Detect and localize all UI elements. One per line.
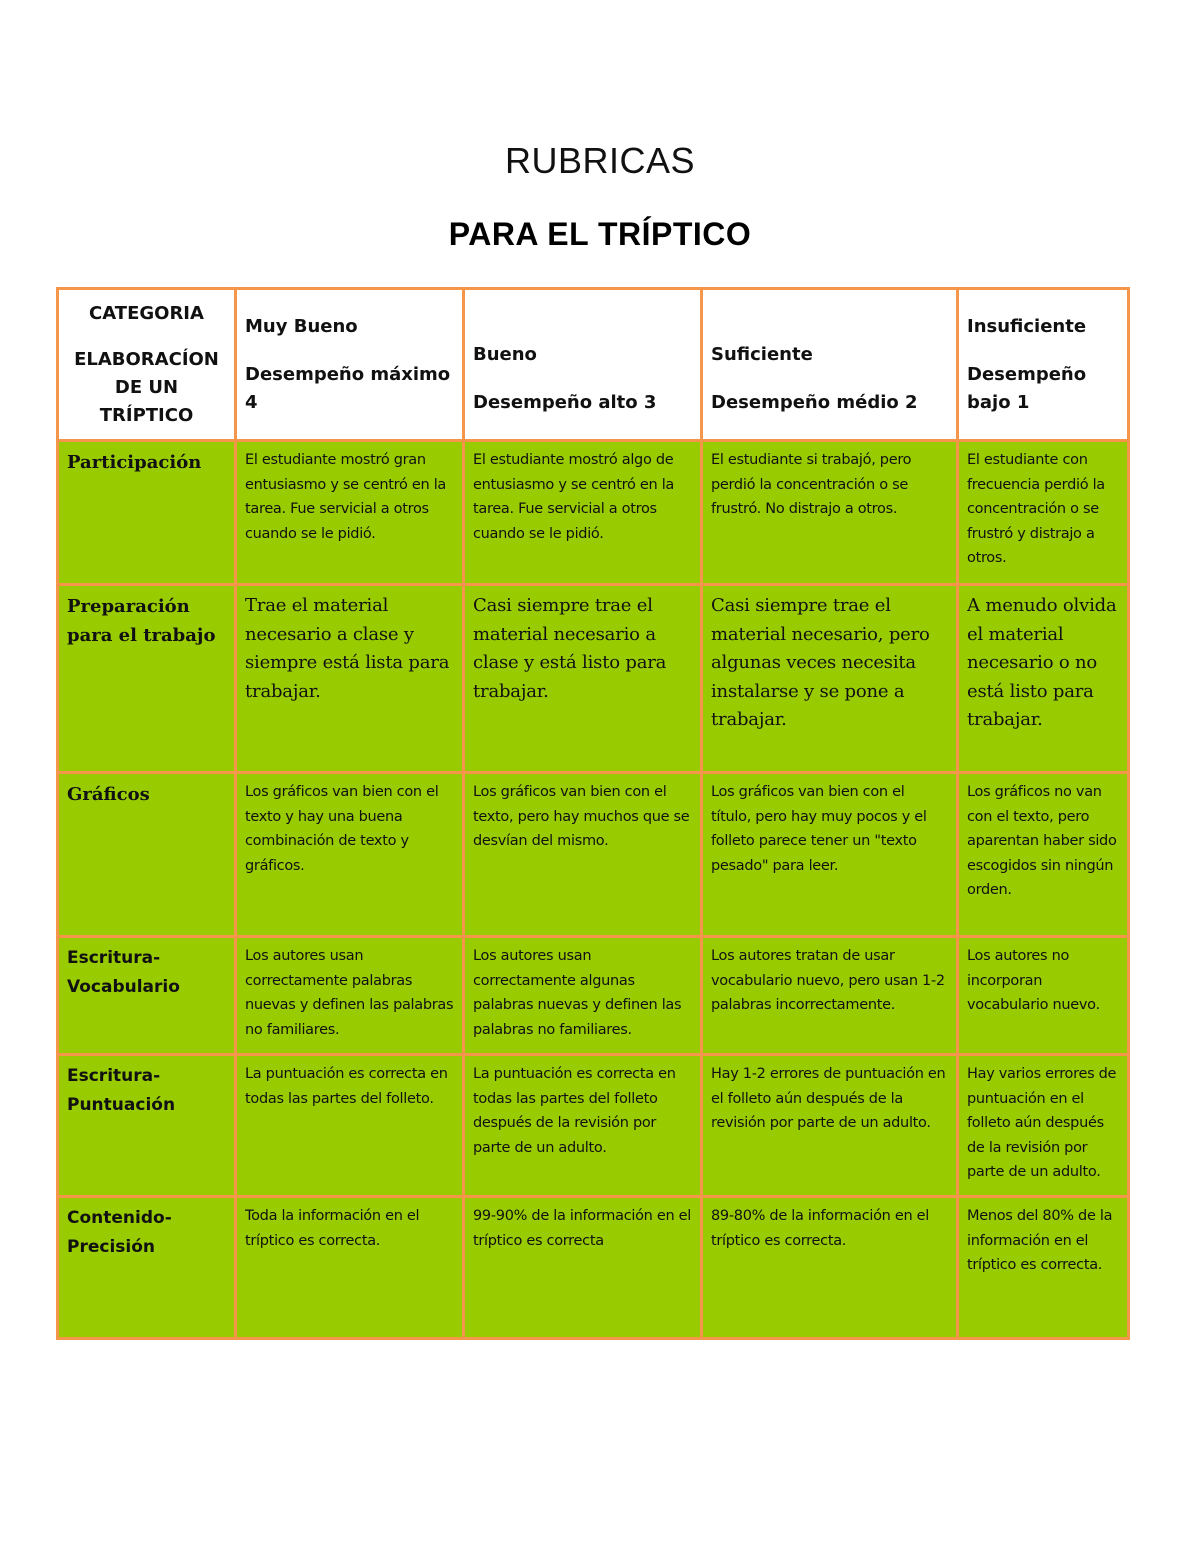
cell-text: Toda la información en el tríptico es correcta. <box>245 1208 420 1249</box>
level-name: Suficiente <box>711 343 813 365</box>
cell-text: Trae el material necesario a clase y siempre está lista para trabajar. <box>245 595 450 702</box>
cell-text: El estudiante si trabajó, pero perdió la concentración o se frustró. No distrajo a otros. <box>711 452 912 517</box>
cell-text: Los autores no incorporan vocabulario nuevo. <box>967 948 1100 1013</box>
row-cell <box>702 937 958 1055</box>
cell-text: 89-80% de la información en el tríptico es correcta. <box>711 1208 930 1249</box>
cell-text: Los autores usan correctamente palabras nuevas y definen las palabras no familiares. <box>245 948 454 1038</box>
row-category-escritura-vocabulario <box>58 937 236 1055</box>
header-level-muy-bueno <box>236 289 464 441</box>
table-row <box>58 773 1129 937</box>
category-label: Preparación para el trabajo <box>67 596 216 646</box>
row-category-participacion <box>58 441 236 585</box>
table-row <box>58 1055 1129 1197</box>
cell-text: Los gráficos van bien con el texto, pero hay muchos que se desvían del mismo. <box>473 784 690 849</box>
table-row <box>58 1197 1129 1339</box>
cell-text: Casi siempre trae el material necesario a clase y está listo para trabajar. <box>473 595 667 702</box>
row-cell <box>464 773 702 937</box>
header-level-suficiente <box>702 289 958 441</box>
row-cell <box>958 441 1129 585</box>
cell-text: El estudiante mostró algo de entusiasmo y se centró en la tarea. Fue servicial a otros cuando se le pidió. <box>473 452 675 542</box>
rubric-table <box>56 287 1130 1340</box>
row-cell <box>958 773 1129 937</box>
row-cell <box>464 1197 702 1339</box>
cell-text: Hay varios errores de puntuación en el folleto aún después de la revisión por parte de un adulto. <box>967 1066 1117 1180</box>
cell-text: Los gráficos van bien con el texto y hay una buena combinación de texto y gráficos. <box>245 784 439 874</box>
cell-text: Menos del 80% de la información en el tríptico es correcta. <box>967 1208 1113 1273</box>
header-category-line: TRÍPTICO <box>99 404 194 426</box>
cell-text: La puntuación es correcta en todas las partes del folleto después de la revisión por parte de un adulto. <box>473 1066 676 1156</box>
cell-text: La puntuación es correcta en todas las partes del folleto. <box>245 1066 448 1107</box>
cell-text: Casi siempre trae el material necesario, pero algunas veces necesita instalarse y se pone a trabajar. <box>711 595 930 730</box>
row-cell <box>236 585 464 773</box>
cell-text: El estudiante con frecuencia perdió la concentración o se frustró y distrajo a otros. <box>967 452 1105 566</box>
row-cell <box>236 1197 464 1339</box>
cell-text: Los gráficos van bien con el título, pero hay muy pocos y el folleto parece tener un "texto pesado" para leer. <box>711 784 927 874</box>
row-category-escritura-puntuacion <box>58 1055 236 1197</box>
row-cell <box>702 441 958 585</box>
row-cell <box>464 937 702 1055</box>
row-cell <box>464 1055 702 1197</box>
cell-text: 99-90% de la información en el tríptico es correcta <box>473 1208 692 1249</box>
row-cell <box>958 585 1129 773</box>
header-category <box>58 289 236 441</box>
header-level-bueno <box>464 289 702 441</box>
row-category-preparacion <box>58 585 236 773</box>
level-desc: Desempeño <box>967 363 1087 385</box>
row-cell <box>236 773 464 937</box>
cell-text: Los autores tratan de usar vocabulario nuevo, pero usan 1-2 palabras incorrectamente. <box>711 948 945 1013</box>
level-desc: Desempeño máximo <box>245 363 451 385</box>
header-category-line: DE UN <box>114 376 179 398</box>
level-name: Bueno <box>473 343 537 365</box>
row-cell <box>236 441 464 585</box>
category-label: Contenido-Precisión <box>67 1208 172 1257</box>
level-desc: 4 <box>245 391 258 413</box>
category-label: Participación <box>67 452 202 473</box>
row-category-contenido-precision <box>58 1197 236 1339</box>
row-cell <box>702 585 958 773</box>
level-desc: Desempeño médio 2 <box>711 391 918 413</box>
row-cell <box>464 441 702 585</box>
row-cell <box>702 773 958 937</box>
table-row <box>58 585 1129 773</box>
row-cell <box>236 937 464 1055</box>
level-name: Insuficiente <box>967 315 1087 337</box>
row-category-graficos <box>58 773 236 937</box>
row-cell <box>702 1197 958 1339</box>
cell-text: Hay 1-2 errores de puntuación en el folleto aún después de la revisión por parte de un adulto. <box>711 1066 946 1131</box>
category-label: Escritura-Puntuación <box>67 1066 176 1115</box>
row-cell <box>958 937 1129 1055</box>
header-category-line: CATEGORIA <box>89 302 204 324</box>
category-label: Gráficos <box>67 784 150 805</box>
cell-text: Los autores usan correctamente algunas palabras nuevas y definen las palabras no familiares. <box>473 948 682 1038</box>
row-cell <box>958 1055 1129 1197</box>
header-level-insuficiente <box>958 289 1129 441</box>
row-cell <box>236 1055 464 1197</box>
table-row <box>58 937 1129 1055</box>
cell-text: Los gráficos no van con el texto, pero aparentan haber sido escogidos sin ningún orden. <box>967 784 1117 898</box>
level-desc: bajo 1 <box>967 391 1030 413</box>
level-name: Muy Bueno <box>245 315 358 337</box>
level-desc: Desempeño alto 3 <box>473 391 657 413</box>
header-row <box>58 289 1129 441</box>
cell-text: El estudiante mostró gran entusiasmo y se centró en la tarea. Fue servicial a otros cuando se le pidió. <box>245 452 447 542</box>
row-cell <box>464 585 702 773</box>
page-title: RUBRICAS <box>504 140 696 181</box>
row-cell <box>702 1055 958 1197</box>
table-row <box>58 441 1129 585</box>
header-category-line: ELABORACÍON <box>74 348 219 370</box>
cell-text: A menudo olvida el material necesario o no está listo para trabajar. <box>967 595 1117 730</box>
category-label: Escritura-Vocabulario <box>67 948 180 997</box>
row-cell <box>958 1197 1129 1339</box>
page-subtitle: PARA EL TRÍPTICO <box>448 216 752 252</box>
